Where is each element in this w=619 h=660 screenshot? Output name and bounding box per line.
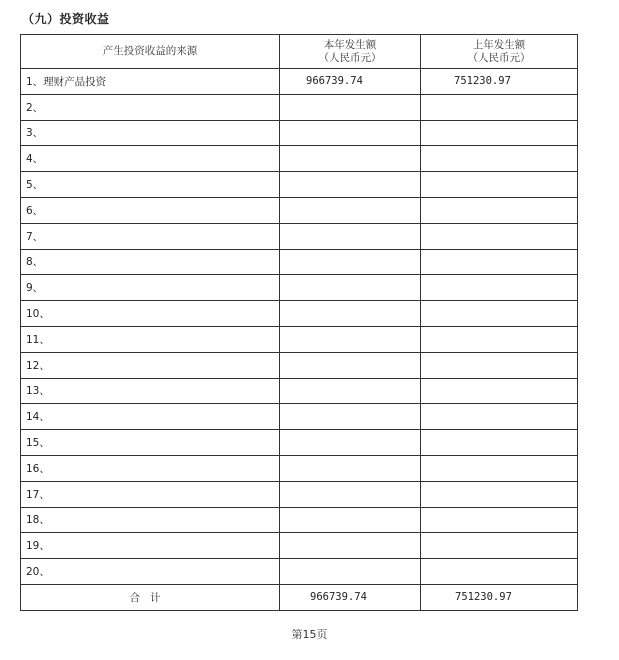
table-row	[21, 404, 578, 430]
row-prior-year	[421, 430, 578, 456]
row-current-year	[280, 172, 421, 198]
row-current-year	[280, 223, 421, 249]
row-current-year	[280, 94, 421, 120]
table-row	[21, 378, 578, 404]
row-source: 9、	[21, 275, 280, 301]
row-source: 2、	[21, 94, 280, 120]
row-source: 7、	[21, 223, 280, 249]
table-row	[21, 94, 578, 120]
row-current-year	[280, 326, 421, 352]
row-source: 19、	[21, 533, 280, 559]
row-source: 15、	[21, 430, 280, 456]
row-prior-year	[421, 301, 578, 327]
table-row	[21, 69, 578, 95]
row-current-year	[280, 146, 421, 172]
total-current-year: 966739.74	[280, 584, 421, 610]
row-current-year	[280, 120, 421, 146]
row-prior-year	[421, 455, 578, 481]
header-current-year-line2: （人民币元）	[318, 51, 382, 64]
row-prior-year	[421, 559, 578, 585]
table-row	[21, 481, 578, 507]
row-prior-year	[421, 146, 578, 172]
row-source: 11、	[21, 326, 280, 352]
row-prior-year	[421, 223, 578, 249]
row-prior-year	[421, 326, 578, 352]
table-row	[21, 455, 578, 481]
table-row	[21, 172, 578, 198]
total-label: 合计	[21, 584, 280, 610]
header-current-year	[280, 35, 421, 69]
row-current-year	[280, 481, 421, 507]
row-prior-year	[421, 120, 578, 146]
row-source: 3、	[21, 120, 280, 146]
row-current-year	[280, 301, 421, 327]
table-header-row	[21, 35, 578, 69]
row-prior-year	[421, 481, 578, 507]
row-source: 13、	[21, 378, 280, 404]
table-row	[21, 430, 578, 456]
table-row	[21, 249, 578, 275]
row-current-year	[280, 197, 421, 223]
row-source: 5、	[21, 172, 280, 198]
row-source: 20、	[21, 559, 280, 585]
row-source: 18、	[21, 507, 280, 533]
row-source: 6、	[21, 197, 280, 223]
row-current-year	[280, 404, 421, 430]
row-prior-year	[421, 404, 578, 430]
row-source: 12、	[21, 352, 280, 378]
investment-income-table	[20, 34, 578, 611]
row-current-year	[280, 275, 421, 301]
row-current-year	[280, 249, 421, 275]
page-number: 第15页	[291, 628, 328, 641]
row-current-year	[280, 455, 421, 481]
header-prior-year-line2: （人民币元）	[467, 51, 531, 64]
row-prior-year	[421, 533, 578, 559]
table-row	[21, 120, 578, 146]
row-prior-year	[421, 275, 578, 301]
row-source: 14、	[21, 404, 280, 430]
row-source: 4、	[21, 146, 280, 172]
row-source: 16、	[21, 455, 280, 481]
table-row	[21, 352, 578, 378]
row-prior-year: 751230.97	[421, 69, 578, 95]
row-prior-year	[421, 94, 578, 120]
table-row	[21, 275, 578, 301]
total-prior-year: 751230.97	[421, 584, 578, 610]
row-current-year	[280, 507, 421, 533]
table-row	[21, 301, 578, 327]
row-prior-year	[421, 172, 578, 198]
row-current-year	[280, 559, 421, 585]
row-prior-year	[421, 197, 578, 223]
row-current-year: 966739.74	[280, 69, 421, 95]
table-row	[21, 507, 578, 533]
header-prior-year-line1: 上年发生额	[472, 38, 526, 51]
row-current-year	[280, 352, 421, 378]
row-source: 1、理财产品投资	[21, 69, 280, 95]
header-current-year-line1: 本年发生额	[323, 38, 377, 51]
row-prior-year	[421, 352, 578, 378]
table-row	[21, 223, 578, 249]
row-source: 10、	[21, 301, 280, 327]
row-source: 8、	[21, 249, 280, 275]
total-row	[21, 584, 578, 610]
row-prior-year	[421, 249, 578, 275]
table-row	[21, 533, 578, 559]
header-prior-year	[421, 35, 578, 69]
section-title: （九）投资收益	[22, 12, 110, 26]
row-source: 17、	[21, 481, 280, 507]
table-row	[21, 326, 578, 352]
row-prior-year	[421, 507, 578, 533]
row-current-year	[280, 430, 421, 456]
row-prior-year	[421, 378, 578, 404]
row-current-year	[280, 533, 421, 559]
row-current-year	[280, 378, 421, 404]
header-source-label: 产生投资收益的来源	[102, 45, 198, 57]
table-row	[21, 146, 578, 172]
header-source	[21, 35, 280, 69]
table-row	[21, 197, 578, 223]
table-row	[21, 559, 578, 585]
